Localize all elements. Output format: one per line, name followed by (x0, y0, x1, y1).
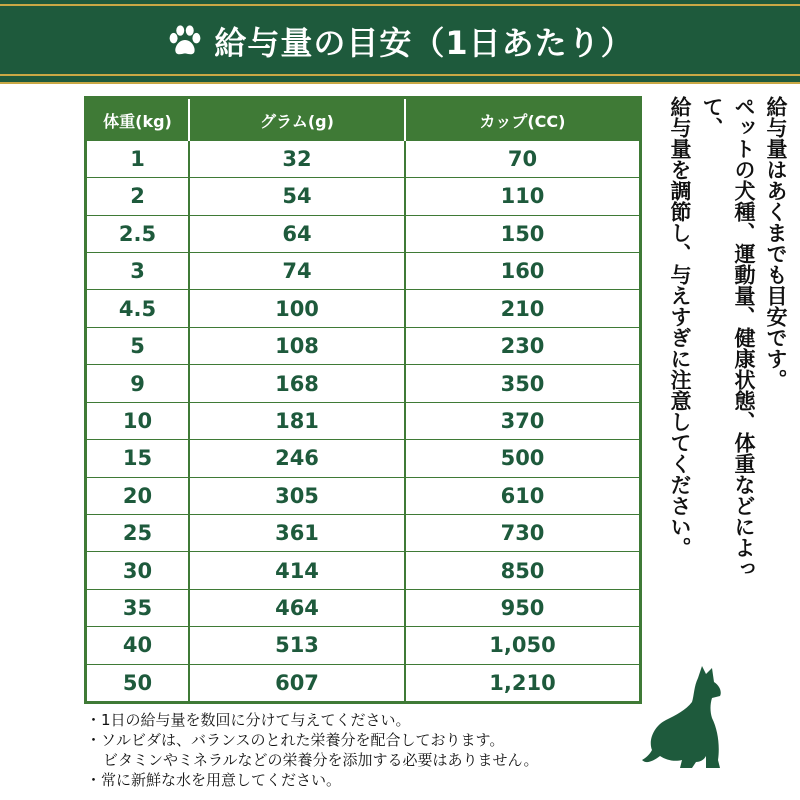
cups-cell: 370 (405, 402, 639, 439)
table-row (87, 440, 639, 477)
guideline-line-3: 給与量を調節し、与えすぎに注意してください。 (668, 96, 692, 558)
grams-cell: 513 (189, 627, 405, 664)
grams-cell: 74 (189, 253, 405, 290)
table-row (87, 664, 639, 701)
weight-cell: 50 (87, 664, 189, 701)
banner-gold-line-bottom (0, 74, 800, 76)
notes-list (86, 710, 646, 790)
table-row (87, 402, 639, 439)
table-row (87, 515, 639, 552)
title-banner (0, 0, 800, 84)
table-row (87, 365, 639, 402)
cups-cell: 230 (405, 327, 639, 364)
grams-cell: 32 (189, 141, 405, 178)
table-row (87, 290, 639, 327)
cups-cell: 1,210 (489, 670, 556, 695)
paw-icon (166, 22, 204, 60)
banner-gold-line-top (0, 4, 800, 6)
grams-cell: 100 (189, 290, 405, 327)
cups-cell: 110 (405, 178, 639, 215)
cups-cell: 160 (405, 253, 639, 290)
column-header-grams: グラム(g) (189, 99, 405, 141)
title-wrap (0, 10, 800, 72)
cups-cell: 730 (405, 515, 639, 552)
cups-cell: 950 (405, 589, 639, 626)
weight-cell: 10 (87, 402, 189, 439)
table-row (87, 178, 639, 215)
table-row (87, 589, 639, 626)
table-row (87, 253, 639, 290)
table-row (87, 477, 639, 514)
cups-cell: 70 (405, 141, 639, 178)
feeding-table (84, 96, 642, 704)
table-row (87, 141, 639, 178)
weight-cell: 4.5 (87, 290, 189, 327)
note-item-continuation: ビタミンやミネラルなどの栄養分を添加する必要はありません。 (103, 751, 539, 769)
guideline-line-2: ペットの犬種、運動量、健康状態、体重などによって、 (700, 96, 756, 579)
table-row (87, 552, 639, 589)
dog-silhouette-icon (640, 660, 740, 770)
weight-cell: 15 (87, 440, 189, 477)
cups-cell: 850 (405, 552, 639, 589)
weight-cell: 25 (87, 515, 189, 552)
cups-cell: 350 (405, 365, 639, 402)
cups-cell: 150 (405, 215, 639, 252)
table-row (87, 215, 639, 252)
weight-cell: 35 (87, 589, 189, 626)
grams-cell: 607 (189, 664, 405, 701)
column-header-cups: カップ(CC) (405, 99, 639, 141)
grams-cell: 181 (189, 402, 405, 439)
weight-cell: 9 (87, 365, 189, 402)
cups-cell: 1,050 (405, 627, 639, 664)
column-header-weight: 体重(kg) (87, 99, 189, 141)
grams-cell: 54 (189, 178, 405, 215)
weight-cell: 40 (87, 627, 189, 664)
table-row (87, 627, 639, 664)
grams-cell: 305 (189, 477, 405, 514)
grams-cell: 464 (189, 589, 405, 626)
cups-cell: 610 (405, 477, 639, 514)
table-row (87, 327, 639, 364)
grams-cell: 168 (189, 365, 405, 402)
weight-cell: 30 (87, 552, 189, 589)
weight-cell: 20 (87, 477, 189, 514)
guideline-line-1: 給与量はあくまでも目安です。 (764, 96, 788, 390)
grams-cell: 361 (189, 515, 405, 552)
weight-cell: 1 (87, 141, 189, 178)
weight-cell: 2 (87, 178, 189, 215)
weight-cell: 3 (87, 253, 189, 290)
weight-cell: 5 (87, 327, 189, 364)
page-title: 給与量の目安（1日あたり） (214, 24, 634, 62)
table-body (87, 141, 639, 701)
grams-cell: 108 (189, 327, 405, 364)
note-item: ・1日の給与量を数回に分けて与えてください。 (86, 711, 411, 729)
weight-cell: 2.5 (87, 215, 189, 252)
grams-cell: 414 (189, 552, 405, 589)
feeding-table-grid (87, 99, 639, 701)
note-item: ・常に新鮮な水を用意してください。 (86, 771, 342, 789)
note-item: ・ソルビダは、バランスのとれた栄養分を配合しております。 (86, 731, 505, 749)
grams-cell: 246 (189, 440, 405, 477)
table-header-row (87, 99, 639, 141)
cups-cell: 500 (405, 440, 639, 477)
grams-cell: 64 (189, 215, 405, 252)
feeding-guideline-note (652, 96, 792, 596)
cups-cell: 210 (405, 290, 639, 327)
